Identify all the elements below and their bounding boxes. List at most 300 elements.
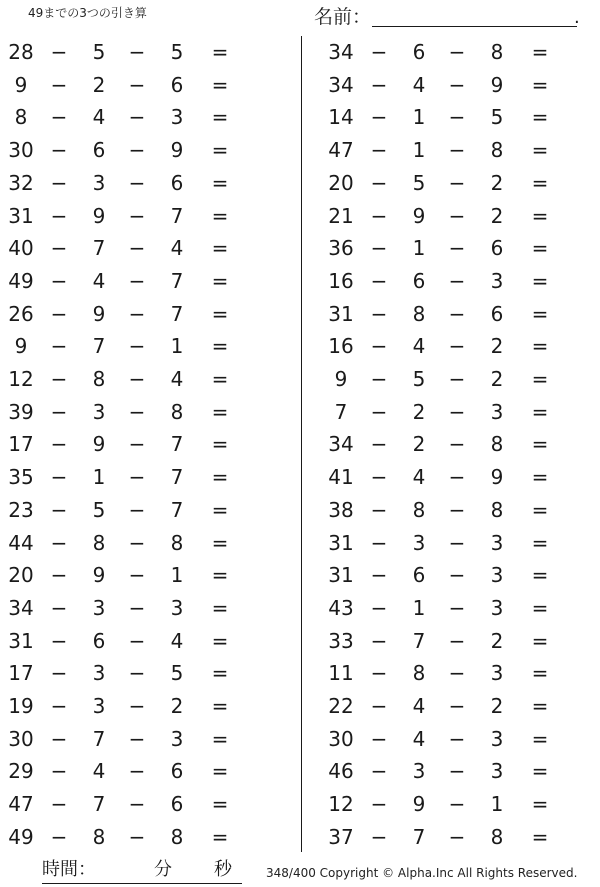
left-problem-column (0, 36, 290, 852)
third-number: 5 (170, 661, 184, 686)
second-number: 8 (412, 301, 426, 326)
minus-sign: − (50, 497, 68, 522)
problem-row (320, 363, 580, 395)
equals-sign: = (211, 72, 229, 97)
equals-sign: = (211, 105, 229, 130)
time-label: 時間： (42, 859, 96, 880)
third-number: 3 (490, 661, 504, 686)
third-number: 3 (170, 726, 184, 751)
first-number: 38 (328, 497, 354, 522)
third-number: 7 (170, 497, 184, 522)
minus-sign: − (448, 694, 466, 718)
equals-sign: = (211, 367, 229, 391)
second-number: 3 (92, 595, 106, 620)
second-number: 6 (412, 268, 426, 293)
first-number: 47 (328, 138, 354, 163)
second-number: 5 (412, 170, 426, 195)
first-number: 30 (328, 726, 354, 751)
problem-row (320, 232, 580, 264)
minus-sign: − (448, 399, 466, 424)
first-number: 26 (8, 301, 34, 326)
equals-sign: = (531, 530, 549, 555)
third-number: 8 (170, 530, 184, 555)
third-number: 8 (490, 497, 504, 522)
problem-row (320, 428, 580, 460)
second-number: 1 (92, 465, 106, 490)
minus-sign: − (370, 40, 388, 64)
equals-sign: = (531, 170, 549, 195)
equals-sign: = (531, 465, 549, 490)
equals-sign: = (531, 824, 549, 849)
minus-sign: − (370, 170, 388, 195)
minus-sign: − (448, 301, 466, 326)
minus-sign: − (128, 563, 146, 588)
third-number: 2 (490, 334, 504, 359)
first-number: 7 (334, 399, 348, 424)
minus-sign: − (448, 105, 466, 130)
first-number: 47 (8, 792, 34, 817)
minus-sign: − (448, 661, 466, 686)
first-number: 39 (8, 399, 34, 424)
second-number: 3 (92, 399, 106, 424)
minus-sign: − (448, 432, 466, 457)
second-number: 8 (92, 824, 106, 849)
third-number: 2 (170, 694, 184, 718)
second-number: 7 (412, 628, 426, 653)
minus-sign: − (50, 105, 68, 130)
problem-row (320, 592, 580, 624)
first-number: 31 (8, 628, 34, 653)
minus-sign: − (128, 432, 146, 457)
equals-sign: = (211, 301, 229, 326)
minus-sign: − (128, 334, 146, 359)
first-number: 31 (328, 530, 354, 555)
minus-sign: − (128, 203, 146, 228)
first-number: 12 (8, 367, 34, 391)
minus-sign: − (50, 759, 68, 784)
problem-row (320, 821, 580, 853)
equals-sign: = (211, 792, 229, 817)
equals-sign: = (211, 138, 229, 163)
copyright-notice: 348/400 Copyright © Alpha.Inc All Rights Reserved. (266, 866, 578, 880)
first-number: 49 (8, 824, 34, 849)
third-number: 2 (490, 170, 504, 195)
second-number: 1 (412, 105, 426, 130)
third-number: 8 (490, 40, 504, 64)
second-number: 4 (92, 268, 106, 293)
third-number: 8 (490, 824, 504, 849)
third-number: 3 (170, 105, 184, 130)
problem-row (320, 101, 580, 133)
minus-sign: − (448, 170, 466, 195)
third-number: 4 (170, 628, 184, 653)
third-number: 6 (490, 236, 504, 261)
third-number: 2 (490, 203, 504, 228)
minus-sign: − (448, 268, 466, 293)
minus-sign: − (370, 465, 388, 490)
second-number: 4 (412, 726, 426, 751)
problem-row (0, 265, 260, 297)
second-number: 2 (92, 72, 106, 97)
problem-row (0, 298, 260, 330)
first-number: 31 (328, 301, 354, 326)
minus-sign: − (370, 759, 388, 784)
minus-sign: − (50, 595, 68, 620)
third-number: 9 (490, 72, 504, 97)
third-number: 6 (490, 301, 504, 326)
minus-sign: − (50, 661, 68, 686)
equals-sign: = (211, 661, 229, 686)
equals-sign: = (211, 530, 229, 555)
problem-row (320, 723, 580, 755)
third-number: 3 (490, 759, 504, 784)
second-number: 9 (92, 563, 106, 588)
problem-row (0, 821, 260, 853)
right-problem-column (320, 36, 600, 852)
minus-sign: − (448, 334, 466, 359)
problem-row (0, 396, 260, 428)
second-number: 8 (92, 367, 106, 391)
second-number: 4 (92, 759, 106, 784)
third-number: 1 (170, 563, 184, 588)
third-number: 3 (490, 726, 504, 751)
problem-row (320, 265, 580, 297)
second-number: 4 (412, 694, 426, 718)
second-number: 3 (92, 170, 106, 195)
second-number: 1 (412, 595, 426, 620)
equals-sign: = (211, 824, 229, 849)
second-number: 1 (412, 138, 426, 163)
problem-row (320, 625, 580, 657)
equals-sign: = (531, 563, 549, 588)
third-number: 5 (170, 40, 184, 64)
seconds-label: 秒 (214, 859, 232, 880)
third-number: 6 (170, 759, 184, 784)
minus-sign: − (128, 105, 146, 130)
minus-sign: − (448, 628, 466, 653)
equals-sign: = (211, 334, 229, 359)
first-number: 9 (334, 367, 348, 391)
third-number: 2 (490, 694, 504, 718)
minus-sign: − (50, 170, 68, 195)
first-number: 33 (328, 628, 354, 653)
equals-sign: = (531, 399, 549, 424)
problem-row (320, 69, 580, 101)
problem-row (320, 200, 580, 232)
time-record-field (42, 857, 242, 884)
third-number: 7 (170, 432, 184, 457)
equals-sign: = (211, 628, 229, 653)
minus-sign: − (128, 759, 146, 784)
minus-sign: − (448, 595, 466, 620)
first-number: 32 (8, 170, 34, 195)
name-label: 名前： (314, 6, 372, 28)
equals-sign: = (211, 595, 229, 620)
equals-sign: = (531, 595, 549, 620)
minus-sign: − (128, 236, 146, 261)
problem-row (0, 690, 260, 722)
first-number: 34 (8, 595, 34, 620)
minus-sign: − (448, 563, 466, 588)
problem-row (0, 755, 260, 787)
column-divider (301, 36, 302, 852)
minus-sign: − (50, 72, 68, 97)
second-number: 4 (92, 105, 106, 130)
problem-row (0, 625, 260, 657)
minus-sign: − (50, 432, 68, 457)
problem-row (320, 461, 580, 493)
minus-sign: − (448, 726, 466, 751)
equals-sign: = (531, 72, 549, 97)
problem-row (0, 527, 260, 559)
third-number: 8 (170, 399, 184, 424)
equals-sign: = (531, 628, 549, 653)
equals-sign: = (531, 40, 549, 64)
first-number: 19 (8, 694, 34, 718)
minus-sign: − (448, 236, 466, 261)
first-number: 37 (328, 824, 354, 849)
problem-row (320, 167, 580, 199)
first-number: 31 (328, 563, 354, 588)
equals-sign: = (211, 563, 229, 588)
minus-sign: − (128, 367, 146, 391)
problem-row (0, 36, 260, 68)
equals-sign: = (531, 203, 549, 228)
minus-sign: − (128, 628, 146, 653)
minus-sign: − (128, 792, 146, 817)
minus-sign: − (50, 334, 68, 359)
first-number: 46 (328, 759, 354, 784)
first-number: 28 (8, 40, 34, 64)
minus-sign: − (448, 530, 466, 555)
third-number: 8 (170, 824, 184, 849)
second-number: 6 (412, 40, 426, 64)
second-number: 6 (412, 563, 426, 588)
problem-row (320, 298, 580, 330)
second-number: 9 (412, 792, 426, 817)
second-number: 9 (92, 203, 106, 228)
first-number: 12 (328, 792, 354, 817)
minus-sign: − (370, 563, 388, 588)
first-number: 35 (8, 465, 34, 490)
first-number: 20 (328, 170, 354, 195)
minus-sign: − (448, 824, 466, 849)
problem-row (320, 755, 580, 787)
minus-sign: − (128, 661, 146, 686)
minus-sign: − (370, 628, 388, 653)
equals-sign: = (531, 759, 549, 784)
third-number: 9 (490, 465, 504, 490)
second-number: 9 (92, 432, 106, 457)
worksheet-title: 49までの3つの引き算 (28, 6, 147, 20)
second-number: 7 (92, 792, 106, 817)
equals-sign: = (531, 367, 549, 391)
minus-sign: − (370, 595, 388, 620)
first-number: 21 (328, 203, 354, 228)
problem-row (0, 592, 260, 624)
minus-sign: − (370, 301, 388, 326)
minus-sign: − (128, 268, 146, 293)
problem-row (320, 657, 580, 689)
first-number: 34 (328, 432, 354, 457)
third-number: 8 (490, 432, 504, 457)
first-number: 41 (328, 465, 354, 490)
third-number: 6 (170, 170, 184, 195)
minus-sign: − (370, 105, 388, 130)
second-number: 9 (412, 203, 426, 228)
minus-sign: − (448, 40, 466, 64)
first-number: 36 (328, 236, 354, 261)
second-number: 3 (412, 759, 426, 784)
first-number: 43 (328, 595, 354, 620)
minus-sign: − (128, 726, 146, 751)
minus-sign: − (370, 792, 388, 817)
second-number: 4 (412, 465, 426, 490)
minus-sign: − (128, 595, 146, 620)
third-number: 3 (170, 595, 184, 620)
minus-sign: − (50, 628, 68, 653)
minus-sign: − (128, 170, 146, 195)
equals-sign: = (531, 726, 549, 751)
problem-row (0, 723, 260, 755)
first-number: 40 (8, 236, 34, 261)
minus-sign: − (370, 530, 388, 555)
third-number: 7 (170, 465, 184, 490)
third-number: 2 (490, 367, 504, 391)
first-number: 23 (8, 497, 34, 522)
second-number: 4 (412, 72, 426, 97)
first-number: 9 (14, 334, 28, 359)
minus-sign: − (128, 301, 146, 326)
minus-sign: − (448, 465, 466, 490)
first-number: 16 (328, 268, 354, 293)
second-number: 8 (412, 497, 426, 522)
second-number: 2 (412, 432, 426, 457)
first-number: 14 (328, 105, 354, 130)
problem-row (0, 167, 260, 199)
second-number: 5 (92, 40, 106, 64)
third-number: 3 (490, 563, 504, 588)
third-number: 5 (490, 105, 504, 130)
second-number: 1 (412, 236, 426, 261)
minus-sign: − (50, 530, 68, 555)
first-number: 34 (328, 40, 354, 64)
third-number: 3 (490, 268, 504, 293)
equals-sign: = (531, 334, 549, 359)
minus-sign: − (50, 40, 68, 64)
problem-row (0, 200, 260, 232)
equals-sign: = (211, 432, 229, 457)
first-number: 31 (8, 203, 34, 228)
minutes-label: 分 (154, 859, 172, 880)
first-number: 17 (8, 432, 34, 457)
problem-row (320, 36, 580, 68)
minus-sign: − (370, 726, 388, 751)
equals-sign: = (211, 40, 229, 64)
minus-sign: − (448, 203, 466, 228)
third-number: 3 (490, 530, 504, 555)
minus-sign: − (50, 367, 68, 391)
equals-sign: = (211, 236, 229, 261)
problem-row (0, 657, 260, 689)
first-number: 30 (8, 138, 34, 163)
first-number: 30 (8, 726, 34, 751)
first-number: 22 (328, 694, 354, 718)
first-number: 17 (8, 661, 34, 686)
third-number: 4 (170, 367, 184, 391)
first-number: 9 (14, 72, 28, 97)
second-number: 4 (412, 334, 426, 359)
problem-row (0, 363, 260, 395)
minus-sign: − (370, 399, 388, 424)
equals-sign: = (531, 792, 549, 817)
minus-sign: − (128, 694, 146, 718)
minus-sign: − (128, 465, 146, 490)
first-number: 11 (328, 661, 354, 686)
first-number: 8 (14, 105, 28, 130)
equals-sign: = (531, 661, 549, 686)
equals-sign: = (211, 694, 229, 718)
problem-row (0, 232, 260, 264)
second-number: 6 (92, 628, 106, 653)
minus-sign: − (370, 236, 388, 261)
third-number: 3 (490, 595, 504, 620)
first-number: 20 (8, 563, 34, 588)
second-number: 9 (92, 301, 106, 326)
minus-sign: − (50, 563, 68, 588)
equals-sign: = (531, 236, 549, 261)
minus-sign: − (370, 367, 388, 391)
minus-sign: − (50, 268, 68, 293)
equals-sign: = (531, 138, 549, 163)
second-number: 7 (92, 334, 106, 359)
first-number: 29 (8, 759, 34, 784)
third-number: 1 (490, 792, 504, 817)
minus-sign: − (128, 497, 146, 522)
minus-sign: − (50, 694, 68, 718)
third-number: 1 (170, 334, 184, 359)
equals-sign: = (211, 497, 229, 522)
minus-sign: − (50, 465, 68, 490)
problem-row (0, 788, 260, 820)
equals-sign: = (211, 399, 229, 424)
third-number: 9 (170, 138, 184, 163)
minus-sign: − (448, 367, 466, 391)
minus-sign: − (448, 72, 466, 97)
equals-sign: = (211, 759, 229, 784)
second-number: 8 (92, 530, 106, 555)
problem-row (320, 494, 580, 526)
problem-row (320, 788, 580, 820)
equals-sign: = (531, 105, 549, 130)
problem-row (320, 559, 580, 591)
third-number: 8 (490, 138, 504, 163)
minus-sign: − (370, 432, 388, 457)
problem-row (0, 330, 260, 362)
problem-row (0, 69, 260, 101)
second-number: 7 (92, 726, 106, 751)
first-number: 16 (328, 334, 354, 359)
second-number: 3 (92, 694, 106, 718)
problem-row (0, 134, 260, 166)
minus-sign: − (128, 138, 146, 163)
minus-sign: − (128, 72, 146, 97)
first-number: 49 (8, 268, 34, 293)
equals-sign: = (531, 694, 549, 718)
minus-sign: − (370, 72, 388, 97)
minus-sign: − (448, 759, 466, 784)
second-number: 5 (412, 367, 426, 391)
